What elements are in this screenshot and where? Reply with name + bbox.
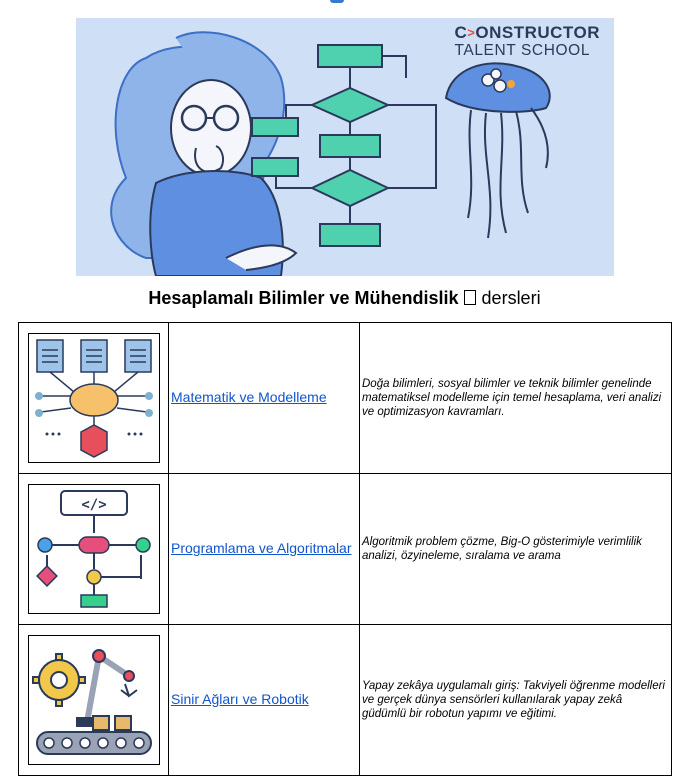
code-flowchart-icon (28, 484, 160, 614)
page-heading (0, 288, 689, 309)
top-decoration (330, 0, 344, 3)
brand-line-1: C>ONSTRUCTOR (454, 23, 600, 42)
course-image-cell (19, 474, 169, 625)
heading-bold: Hesaplamalı Bilimler ve Mühendislik (148, 288, 459, 308)
table-row (19, 625, 672, 776)
course-link[interactable]: Programlama ve Algoritmalar (171, 540, 352, 556)
course-title-cell (169, 474, 360, 625)
courses-table (18, 322, 672, 776)
hero-banner (76, 18, 614, 276)
brand-line-2: TALENT SCHOOL (454, 42, 591, 59)
course-description: Doğa bilimleri, sosyal bilimler ve teknik bilimler genelinde matematiksel modelleme için temel hesaplama, veri analizi ve optimizasyon kavramları. (360, 323, 672, 474)
table-row (19, 323, 672, 474)
course-link[interactable]: Matematik ve Modelleme (171, 389, 327, 405)
course-description: Algoritmik problem çözme, Big-O gösterimiyle verimlilik analizi, özyineleme, sıralama ve arama (360, 474, 672, 625)
course-link[interactable]: Sinir Ağları ve Robotik (171, 691, 309, 707)
course-description: Yapay zekâya uygulamalı giriş: Takviyeli öğrenme modelleri ve gerçek dünya sensörleri kullanılarak yapay zekâ güdümlü bir robotun yapımı ve eğitimi. (360, 625, 672, 776)
course-image-cell (19, 625, 169, 776)
heading-regular: dersleri (481, 288, 541, 308)
missing-glyph-icon (464, 290, 476, 305)
table-row (19, 474, 672, 625)
brand-logo (454, 24, 600, 59)
course-image-cell (19, 323, 169, 474)
robot-arm-conveyor-icon (28, 635, 160, 765)
course-title-cell (169, 625, 360, 776)
svg-text:</>: </> (80, 497, 107, 513)
course-title-cell (169, 323, 360, 474)
data-brain-cube-icon (28, 333, 160, 463)
